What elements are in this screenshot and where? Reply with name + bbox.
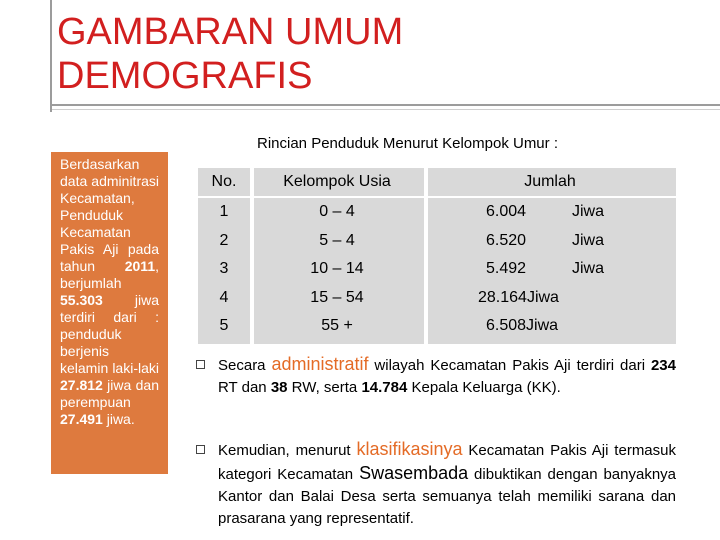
- cell-unit: Jiwa: [572, 203, 605, 221]
- table-header-row: [198, 168, 676, 198]
- paragraph-text: Kecamatan Pakis Aji termasuk kategori Kecamatan: [218, 442, 676, 483]
- page-title-line1: GAMBARAN UMUM: [57, 11, 404, 53]
- summary-female: 27.491: [60, 411, 103, 427]
- page-title-line2: DEMOGRAFIS: [57, 55, 313, 97]
- rt-count: 234: [650, 357, 676, 374]
- paragraph-text: Secara: [218, 357, 272, 374]
- paragraph-text: Kemudian, menurut: [218, 442, 357, 459]
- table-row: [198, 255, 676, 284]
- summary-text-part: Berdasarkan data adminitrasi Kecamatan, Penduduk Kecamatan Pakis Aji pada tahun: [60, 156, 159, 274]
- summary-text: [60, 156, 159, 428]
- age-group-table: [198, 168, 676, 341]
- cell-no: 5: [219, 317, 229, 335]
- paragraph-text: Kepala Keluarga (KK).: [407, 379, 561, 396]
- highlight-swasembada: Swasembada: [359, 463, 469, 483]
- cell-group: 0 – 4: [319, 203, 355, 221]
- cell-value: 6.520: [486, 231, 527, 249]
- summary-male: 27.812: [60, 377, 103, 393]
- bullet-square-icon: [196, 445, 205, 454]
- frame-horizontal-line-thin: [52, 109, 720, 110]
- rw-count: 38: [270, 379, 288, 396]
- page-title: [57, 10, 403, 98]
- paragraph-text: RT dan: [218, 379, 271, 396]
- cell-unit: Jiwa: [572, 231, 605, 249]
- cell-total: [424, 284, 676, 313]
- cell-no: 4: [219, 288, 229, 306]
- bullet-square-icon: [196, 360, 205, 369]
- cell-group: 55 +: [321, 317, 353, 335]
- paragraph-text: dibuktikan dengan banyaknya Kantor dan Balai Desa serta semuanya telah memiliki sarana dan prasarana yang representatif.: [218, 466, 677, 527]
- table-column-divider: [424, 168, 428, 344]
- cell-total: [424, 227, 676, 256]
- header-group: Kelompok Usia: [250, 168, 424, 198]
- summary-year: 2011: [124, 258, 156, 274]
- summary-text-part: , berjumlah: [60, 258, 159, 291]
- cell-group: 5 – 4: [319, 231, 355, 249]
- table-row: [198, 227, 676, 256]
- highlight-klasifikasinya: klasifikasinya: [356, 439, 463, 459]
- summary-text-part: jiwa.: [102, 411, 135, 427]
- highlight-administratif: administratif: [271, 354, 369, 374]
- cell-no: 2: [219, 231, 229, 249]
- summary-text-part: jiwa dan perempuan: [60, 377, 159, 410]
- table-row: [198, 284, 676, 313]
- cell-no: 1: [219, 203, 229, 221]
- summary-text-part: jiwa terdiri dari : penduduk berjenis kelamin laki-laki: [60, 292, 159, 376]
- cell-total: [424, 255, 676, 284]
- header-no: No.: [198, 168, 250, 198]
- bullet-paragraph-administrative: [218, 353, 676, 399]
- cell-unit: Jiwa: [572, 260, 605, 278]
- cell-group: 15 – 54: [310, 288, 364, 306]
- frame-horizontal-line: [52, 104, 720, 106]
- cell-value: 5.492: [486, 260, 527, 278]
- cell-total: [424, 198, 676, 227]
- summary-total: 55.303: [60, 292, 103, 308]
- cell-value: 6.004: [486, 203, 527, 221]
- cell-group: 10 – 14: [310, 260, 364, 278]
- table-column-divider: [250, 168, 254, 344]
- frame-vertical-line: [50, 0, 52, 112]
- paragraph-text: wilayah Kecamatan Pakis Aji terdiri dari: [368, 357, 651, 374]
- table-caption: Rincian Penduduk Menurut Kelompok Umur :: [257, 135, 558, 152]
- table-row: [198, 198, 676, 227]
- kk-count: 14.784: [361, 379, 408, 396]
- table-row: [198, 312, 676, 341]
- header-total: Jumlah: [424, 168, 676, 198]
- cell-total: [424, 312, 676, 341]
- cell-value: 28.164Jiwa: [478, 288, 559, 306]
- bullet-paragraph-classification: [218, 438, 676, 530]
- cell-no: 3: [219, 260, 229, 278]
- cell-value: 6.508Jiwa: [486, 317, 559, 335]
- paragraph-text: RW, serta: [287, 379, 362, 396]
